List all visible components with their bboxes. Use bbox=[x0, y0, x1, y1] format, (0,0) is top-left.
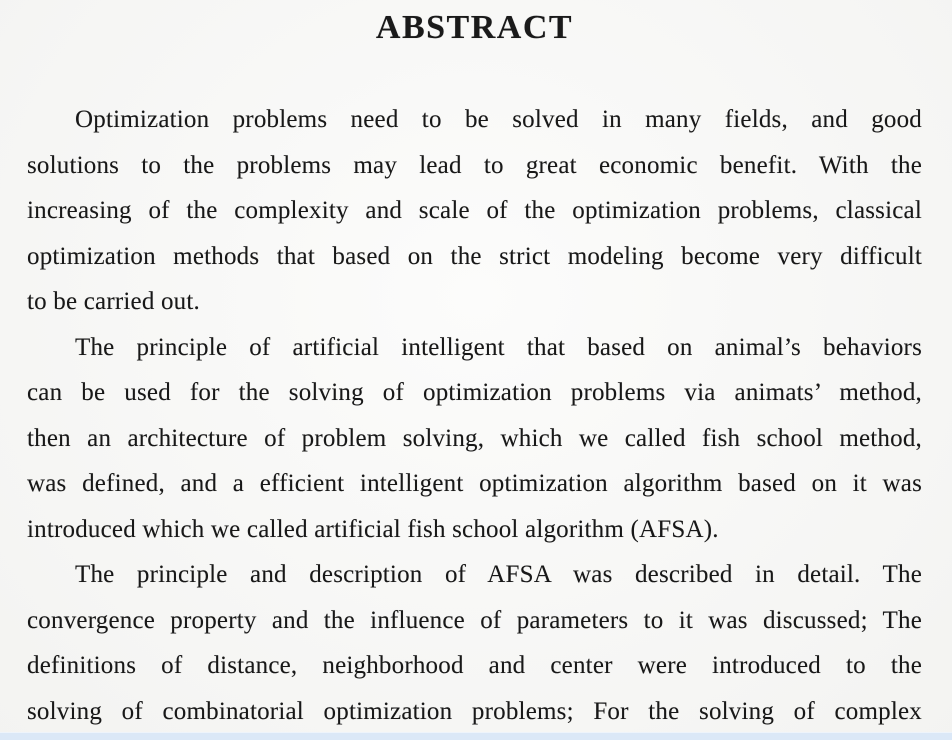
text-line: then an architecture of problem solving, which we called fish school method, bbox=[27, 424, 922, 452]
text-line: The principle and description of AFSA was described in detail. The bbox=[75, 561, 922, 588]
text-line: definitions of distance, neighborhood and center were introduced to the bbox=[27, 652, 922, 679]
bottom-highlight-bar bbox=[0, 732, 952, 740]
text-line: can be used for the solving of optimization problems via animats’ method, bbox=[27, 379, 922, 406]
abstract-title: ABSTRACT bbox=[375, 9, 574, 46]
text-line: solutions to the problems may lead to great economic benefit. With the bbox=[27, 151, 922, 179]
paragraph bbox=[27, 325, 922, 553]
text-line: was defined, and a efficient intelligent optimization algorithm based on it was bbox=[27, 470, 922, 497]
text-line: convergence property and the influence of parameters to it was discussed; The bbox=[27, 606, 922, 634]
paragraph bbox=[27, 552, 922, 734]
text-line: solving of combinatorial optimization problems; For the solving of complex bbox=[27, 697, 922, 725]
paragraph bbox=[27, 97, 922, 325]
abstract-body bbox=[27, 97, 922, 734]
text-line: introduced which we called artificial fish school algorithm (AFSA). bbox=[27, 515, 719, 543]
text-line: to be carried out. bbox=[27, 288, 200, 315]
text-line: The principle of artificial intelligent that based on animal’s behaviors bbox=[75, 333, 922, 361]
text-line: optimization methods that based on the strict modeling become very difficult bbox=[27, 242, 922, 270]
text-line: Optimization problems need to be solved in many fields, and good bbox=[75, 106, 922, 133]
text-line: increasing of the complexity and scale of the optimization problems, classical bbox=[27, 197, 922, 224]
